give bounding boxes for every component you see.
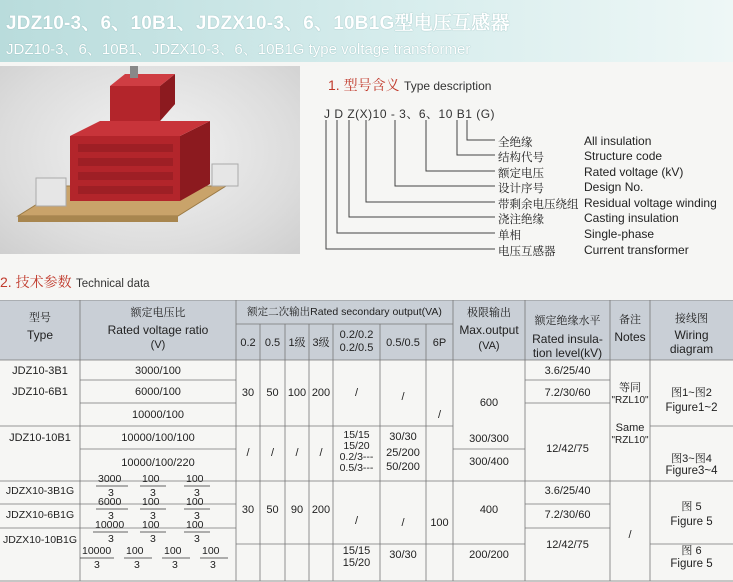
frac-num: 10000 <box>82 545 112 557</box>
code-item-cn: 额定电压 <box>498 168 544 180</box>
header-sub: 0.2/0.5 <box>339 342 374 354</box>
code-item-cn: 结构代号 <box>498 152 544 164</box>
frac-num: 100 <box>142 473 160 485</box>
wiring-cell: Figure3~4 <box>665 465 718 477</box>
type-cell: JDZ10-6B1 <box>12 386 68 398</box>
type-cell: JDZ10-3B1 <box>12 365 68 377</box>
type-desc-en: Type description <box>404 79 492 93</box>
output-cell: 30 <box>241 504 255 516</box>
wiring-cell: Figure1~2 <box>665 402 718 414</box>
wiring-cell: 图3~图4 <box>671 453 712 465</box>
frac-num: 100 <box>142 519 160 531</box>
output-cell: 15/20 <box>342 557 371 569</box>
frac-num: 10000 <box>95 519 125 531</box>
output-cell: 50 <box>266 504 279 516</box>
wiring-cell: Figure 5 <box>670 516 713 528</box>
insulation-cell: 3.6/25/40 <box>544 485 591 497</box>
code-item-cn: 浇注绝缘 <box>498 214 544 226</box>
output-cell: / <box>246 447 250 459</box>
code-item-cn: 电压互感器 <box>498 246 556 258</box>
frac-den: 3 <box>150 533 156 545</box>
output-cell: 15/15 <box>343 429 370 441</box>
frac-den: 3 <box>108 510 114 522</box>
output-cell: 25/200 <box>386 447 420 459</box>
header-wire-cn: 接线图 <box>675 313 708 325</box>
insulation-cell: 7.2/30/60 <box>544 387 591 399</box>
frac-den: 3 <box>150 510 156 522</box>
tech-data-en: Technical data <box>76 278 150 290</box>
frac-num: 100 <box>202 545 220 557</box>
notes-cell: "RZL10" <box>611 435 649 446</box>
header-ratio-cn: 额定电压比 <box>130 307 186 319</box>
header-sec-output: 额定二次输出Rated secondary output(VA) <box>247 306 442 318</box>
header-type-en: Type <box>26 328 53 342</box>
output-cell: / <box>437 409 442 421</box>
frac-den: 3 <box>94 559 100 571</box>
insulation-cell: 7.2/30/60 <box>544 509 591 521</box>
output-cell: / <box>354 515 359 527</box>
spec-table <box>0 300 733 582</box>
frac-num: 100 <box>164 545 182 557</box>
notes-cell: / <box>628 529 632 541</box>
ratio-cell: 10000/100/220 <box>121 457 195 469</box>
frac-den: 3 <box>150 487 156 499</box>
insulation-cell: 3.6/25/40 <box>544 365 591 377</box>
ratio-cell: 10000/100 <box>132 409 184 421</box>
max-output-cell: 200/200 <box>469 549 509 561</box>
output-cell: 15/15 <box>342 545 371 557</box>
output-cell: 30/30 <box>389 431 417 443</box>
max-output-cell: 600 <box>479 397 499 409</box>
model-code: J D Z(X)10 - 3、6、10 B1 (G) <box>324 107 496 121</box>
code-item-en: Rated voltage (kV) <box>584 165 684 179</box>
header-wire-en1: Wiring <box>674 328 709 342</box>
frac-num: 3000 <box>98 473 122 485</box>
frac-den: 3 <box>210 559 216 571</box>
frac-den: 3 <box>194 487 200 499</box>
page-subtitle: JDZ10-3、6、10B1、JDZX10-3、6、10B1G type voltage transformer <box>6 41 471 58</box>
header-sub: 1级 <box>288 337 306 349</box>
output-cell: 50 <box>266 387 279 399</box>
output-cell: 15/20 <box>343 440 370 452</box>
output-cell: 200 <box>311 387 331 399</box>
type-cell: JDZX10-6B1G <box>5 509 75 521</box>
frac-den: 3 <box>194 510 200 522</box>
output-cell: 0.5/3--- <box>339 462 374 474</box>
wiring-cell: Figure 5 <box>670 558 713 570</box>
header-ins-cn: 额定绝缘水平 <box>534 315 601 327</box>
insulation-cell: 12/42/75 <box>546 443 589 455</box>
type-cell: JDZ10-10B1 <box>9 432 71 444</box>
output-cell: 100 <box>430 517 449 529</box>
header-type-cn: 型号 <box>29 312 51 324</box>
code-item-en: Current transformer <box>584 243 689 257</box>
output-cell: 30/30 <box>389 549 417 561</box>
frac-den: 3 <box>134 559 140 571</box>
header-ratio-unit: (V) <box>150 339 166 351</box>
header-wire-en2: diagram <box>669 342 714 356</box>
ratio-cell: 3000/100 <box>135 365 181 377</box>
output-cell: 200 <box>311 504 331 516</box>
code-item-en: Casting insulation <box>584 211 679 225</box>
ratio-cell: 6000/100 <box>135 386 181 398</box>
header-sub: 3级 <box>312 337 330 349</box>
frac-num: 100 <box>186 519 204 531</box>
code-item-en: Structure code <box>584 149 663 163</box>
output-cell: / <box>270 447 275 459</box>
tech-data-num: 2. 技术参数 <box>0 274 72 290</box>
code-item-en: All insulation <box>584 134 652 148</box>
code-item-en: Residual voltage winding <box>584 196 717 210</box>
header-sub: 6P <box>432 337 447 349</box>
header-max-cn: 极限输出 <box>467 307 511 319</box>
output-cell: 90 <box>290 504 304 516</box>
frac-num: 6000 <box>98 496 122 508</box>
ratio-cell: 10000/100/100 <box>121 432 195 444</box>
page-title: JDZ10-3、6、10B1、JDZX10-3、6、10B1G型电压互感器 <box>6 13 510 34</box>
output-cell: / <box>354 387 359 399</box>
notes-cell: 等同 <box>619 382 641 394</box>
output-cell: / <box>401 391 405 403</box>
frac-num: 100 <box>142 496 160 508</box>
code-item-cn: 设计序号 <box>498 183 544 195</box>
code-item-en: Design No. <box>584 180 644 194</box>
max-output-cell: 300/300 <box>469 433 509 445</box>
wiring-cell: 图1~图2 <box>671 387 712 399</box>
header-max-en: Max.output <box>459 323 519 337</box>
header-sub: 0.2/0.2 <box>339 329 374 341</box>
frac-den: 3 <box>172 559 178 571</box>
type-cell: JDZX10-3B1G <box>5 485 75 497</box>
header-max-unit: (VA) <box>478 340 500 352</box>
output-cell: / <box>401 517 405 529</box>
notes-cell: "RZL10" <box>611 395 649 406</box>
code-item-cn: 带剩余电压绕组 <box>498 199 579 211</box>
max-output-cell: 400 <box>479 504 499 516</box>
max-output-cell: 300/400 <box>469 456 509 468</box>
frac-den: 3 <box>108 533 114 545</box>
header-notes-en: Notes <box>614 330 646 344</box>
wiring-cell: 图 5 <box>681 501 702 513</box>
output-cell: 0.2/3--- <box>339 451 374 463</box>
header-sub: 0.2 <box>240 337 256 349</box>
code-item-en: Single-phase <box>584 227 655 241</box>
output-cell: 100 <box>287 387 307 399</box>
output-cell: 30 <box>241 387 255 399</box>
output-cell: / <box>295 447 299 459</box>
wiring-cell: 图 6 <box>681 545 702 557</box>
code-item-cn: 单相 <box>498 230 521 242</box>
insulation-cell: 12/42/75 <box>546 539 589 551</box>
header-notes-cn: 备注 <box>619 314 641 326</box>
header-sub: 0.5 <box>264 337 281 349</box>
frac-num: 100 <box>126 545 144 557</box>
type-desc-num: 1. 型号含义 <box>328 77 400 93</box>
frac-den: 3 <box>108 487 114 499</box>
notes-cell: Same <box>615 422 645 434</box>
code-item-cn: 全绝缘 <box>498 137 533 149</box>
output-cell: 50/200 <box>386 461 420 473</box>
frac-num: 100 <box>186 496 204 508</box>
output-cell: / <box>319 447 323 459</box>
frac-den: 3 <box>194 533 200 545</box>
header-sub: 0.5/0.5 <box>386 337 420 349</box>
header-ins-en2: tion level(kV) <box>532 346 603 360</box>
tech-data-heading <box>0 272 150 292</box>
header-ratio-en: Rated voltage ratio <box>107 323 209 337</box>
frac-num: 100 <box>186 473 204 485</box>
header-ins-en1: Rated insula- <box>532 332 603 346</box>
type-cell: JDZX10-10B1G <box>2 534 78 546</box>
